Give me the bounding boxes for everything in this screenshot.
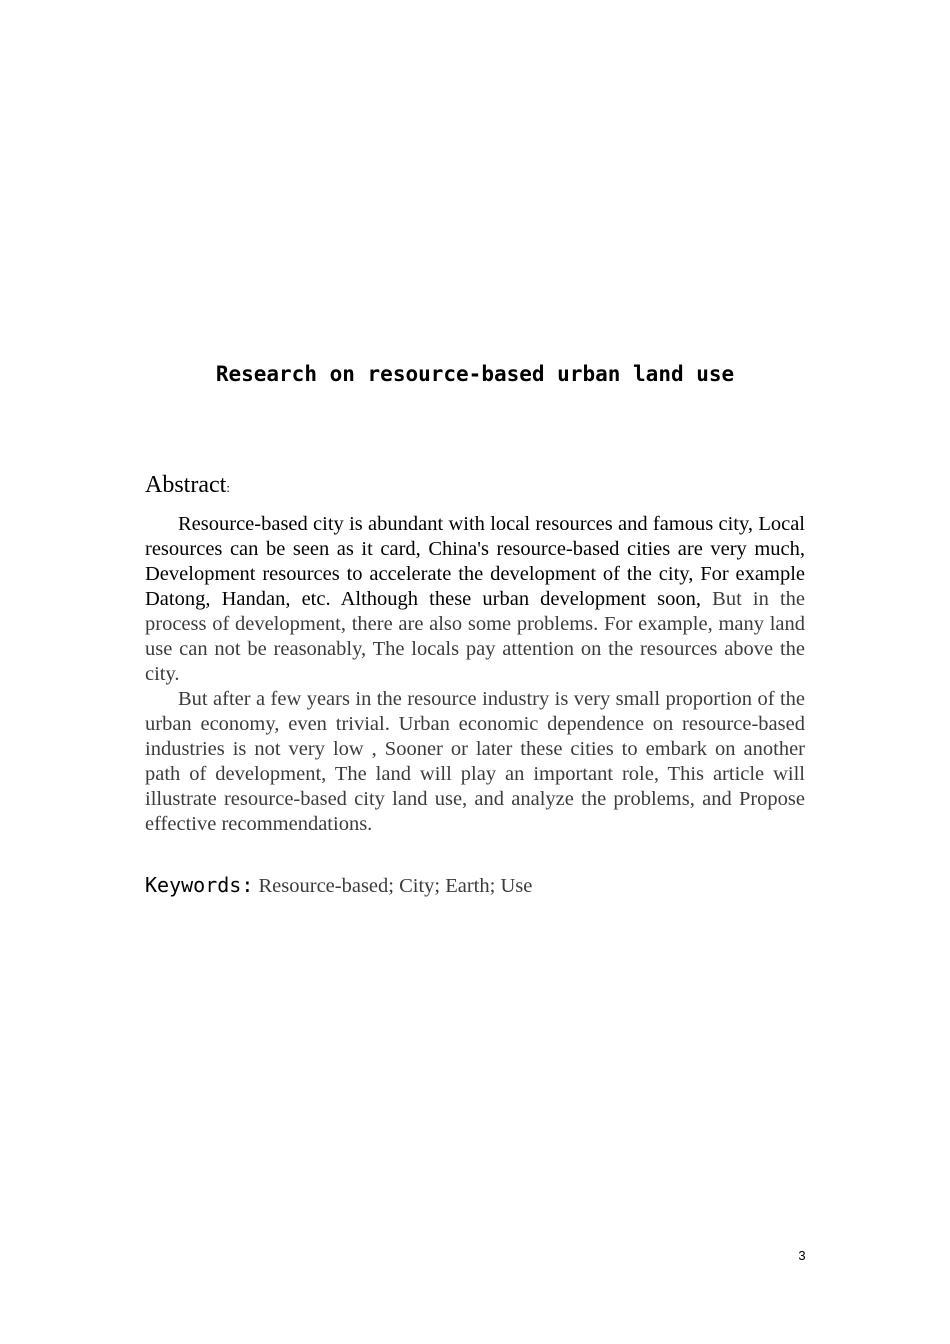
abstract-paragraph-1-rest: But in the process of development, there are also some problems. For example, many land use can not be reasonably, The locals pay attention on the resources above the city. <box>145 588 806 685</box>
abstract-heading <box>145 472 230 499</box>
abstract-paragraph-1 <box>145 512 805 687</box>
keywords-values: Resource-based; City; Earth; Use <box>258 875 533 897</box>
abstract-body <box>145 512 805 837</box>
keywords-line <box>145 873 532 898</box>
document-title: Research on resource-based urban land use <box>215 362 735 386</box>
page-number: 3 <box>798 1248 806 1263</box>
abstract-paragraph-2: But after a few years in the resource industry is very small proportion of the urban economy, even trivial. Urban economic dependence on resource-based industries is not very low , Sooner or later these cities to embark on another path of development, The land will play an important role, This article will illustrate resource-based city land use, and analyze the problems, and Propose effective recommendations. <box>145 688 805 835</box>
abstract-heading-text: Abstract <box>145 472 227 498</box>
abstract-paragraph-1-lead: Resource-based city is abundant with local resources and famous city, Local resources can be seen as it card, China's resource-based cities are very much, Development resources to accelerate the development of the city, For example Datong, Handan, etc. Although these urban development soon, <box>145 513 805 610</box>
keywords-label: Keywords: <box>145 873 254 897</box>
abstract-heading-colon: : <box>226 480 230 495</box>
